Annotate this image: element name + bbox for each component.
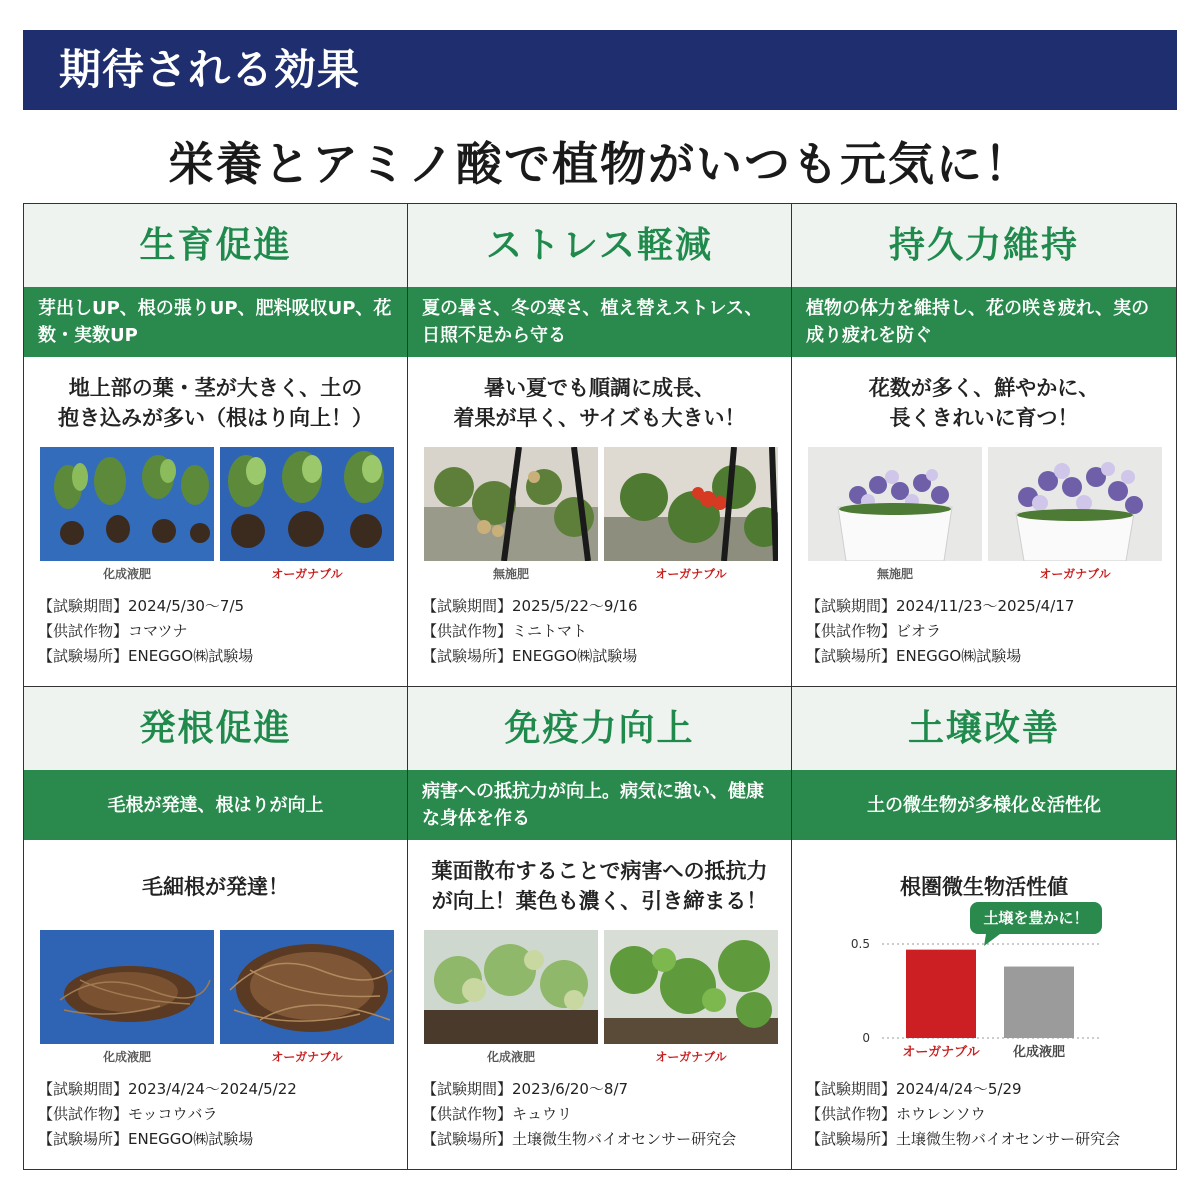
section-title: 期待される効果 (59, 45, 361, 94)
caption-organable: オーガナブル (655, 567, 727, 581)
effect-description: 地上部の葉・茎が大きく、土の 抱き込みが多い（根はり向上！） (58, 376, 373, 430)
effect-title: 土壌改善 (792, 687, 1176, 770)
section-header (23, 30, 1177, 110)
y-tick-label: 0 (862, 1031, 870, 1045)
trial-crop: 【供試作物】ビオラ (806, 622, 942, 640)
photo-organable (604, 930, 778, 1044)
effect-title: ストレス軽減 (408, 204, 791, 287)
trial-period: 【試験期間】2024/11/23〜2025/4/17 (806, 597, 1075, 615)
trial-info (806, 594, 1074, 669)
effect-immunity (408, 687, 792, 1170)
trial-period: 【試験期間】2023/6/20〜8/7 (422, 1080, 629, 1098)
activity-chart (792, 909, 1176, 1070)
photo-control (808, 447, 982, 561)
trial-place: 【試験場所】ENEGGO㈱試験場 (38, 647, 254, 665)
caption-control: 無施肥 (876, 567, 913, 581)
effect-subtitle: 土の微生物が多様化＆活性化 (792, 770, 1176, 840)
activity-chart-svg (792, 909, 1176, 1070)
photo-organable (988, 447, 1162, 561)
trial-info (422, 1077, 736, 1152)
photo-organable (220, 930, 394, 1044)
caption-control: 化成液肥 (486, 1050, 535, 1064)
trial-crop: 【供試作物】コマツナ (38, 622, 188, 640)
effect-subtitle: 病害への抵抗力が向上。病気に強い、健康な身体を作る (408, 770, 791, 840)
effect-title: 発根促進 (24, 687, 407, 770)
photo-organable (220, 447, 394, 561)
photo-control (424, 930, 598, 1044)
chart-title: 根圏微生物活性値 (900, 875, 1068, 899)
trial-info (422, 594, 638, 669)
comparison-photos (24, 930, 407, 1064)
caption-control: 無施肥 (492, 567, 529, 581)
effect-stress (408, 204, 792, 687)
trial-info (38, 1077, 297, 1152)
photo-control (424, 447, 598, 561)
trial-period: 【試験期間】2025/5/22〜9/16 (422, 597, 638, 615)
bar (1004, 967, 1074, 1038)
comparison-photos (792, 447, 1176, 581)
effect-description: 葉面散布することで病害への抵抗力 が向上！葉色も濃く、引き締まる！ (431, 859, 768, 913)
caption-control: 化成液肥 (102, 567, 151, 581)
trial-period: 【試験期間】2024/4/24〜5/29 (806, 1080, 1022, 1098)
y-tick-label: 0.5 (850, 937, 870, 951)
effect-subtitle: 芽出しUP、根の張りUP、肥料吸収UP、花数・実数UP (24, 287, 407, 357)
effect-soil (792, 687, 1176, 1170)
trial-place: 【試験場所】土壌微生物バイオセンサー研究会 (422, 1130, 737, 1148)
trial-crop: 【供試作物】ホウレンソウ (806, 1105, 986, 1123)
effect-subtitle: 植物の体力を維持し、花の咲き疲れ、実の成り疲れを防ぐ (792, 287, 1176, 357)
category-label: 化成液肥 (1012, 1045, 1066, 1060)
trial-place: 【試験場所】土壌微生物バイオセンサー研究会 (806, 1130, 1121, 1148)
trial-place: 【試験場所】ENEGGO㈱試験場 (38, 1130, 254, 1148)
callout-text: 土壌を豊かに！ (983, 909, 1089, 927)
caption-organable: オーガナブル (1039, 567, 1111, 581)
effect-subtitle: 毛根が発達、根はりが向上 (24, 770, 407, 840)
comparison-photos (24, 447, 407, 581)
caption-organable: オーガナブル (271, 1050, 343, 1064)
effects-grid (23, 203, 1177, 1170)
effect-endurance (792, 204, 1176, 687)
comparison-photos (408, 447, 791, 581)
trial-info (38, 594, 253, 669)
effect-description: 毛細根が発達！ (142, 875, 289, 899)
trial-period: 【試験期間】2023/4/24〜2024/5/22 (38, 1080, 297, 1098)
effect-title: 生育促進 (24, 204, 407, 287)
caption-organable: オーガナブル (271, 567, 343, 581)
effect-title: 免疫力向上 (408, 687, 791, 770)
headline: 栄養とアミノ酸で植物がいつも元気に！ (168, 137, 1032, 191)
effect-subtitle: 夏の暑さ、冬の寒さ、植え替えストレス、日照不足から守る (408, 287, 791, 357)
trial-place: 【試験場所】ENEGGO㈱試験場 (806, 647, 1022, 665)
caption-control: 化成液肥 (102, 1050, 151, 1064)
category-label: オーガナブル (902, 1045, 980, 1060)
photo-control (40, 930, 214, 1044)
caption-organable: オーガナブル (655, 1050, 727, 1064)
trial-crop: 【供試作物】モッコウバラ (38, 1105, 218, 1123)
trial-crop: 【供試作物】キュウリ (422, 1105, 573, 1123)
effect-description: 暑い夏でも順調に成長、 着果が早く、サイズも大きい！ (453, 376, 746, 430)
bar (906, 950, 976, 1038)
photo-control (40, 447, 214, 561)
effect-title: 持久力維持 (792, 204, 1176, 287)
trial-info (806, 1077, 1120, 1152)
photo-organable (604, 447, 778, 561)
effect-growth (24, 204, 408, 687)
trial-place: 【試験場所】ENEGGO㈱試験場 (422, 647, 638, 665)
trial-period: 【試験期間】2024/5/30〜7/5 (38, 597, 245, 615)
effect-description: 花数が多く、鮮やかに、 長くきれいに育つ！ (868, 376, 1100, 430)
comparison-photos (408, 930, 791, 1064)
effect-rooting (24, 687, 408, 1170)
trial-crop: 【供試作物】ミニトマト (422, 622, 588, 640)
